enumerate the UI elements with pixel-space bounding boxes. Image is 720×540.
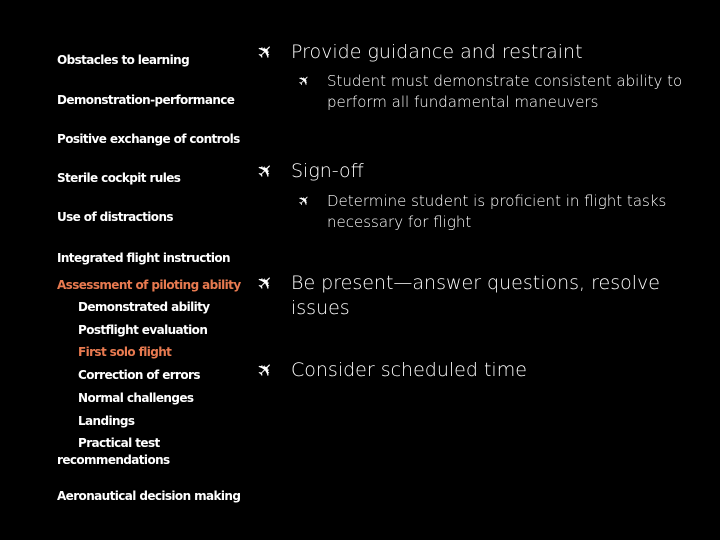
bullet-sign-off (252, 157, 695, 185)
nav-subitem-demonstrated-ability[interactable]: Demonstrated ability (78, 300, 210, 314)
bullet-text: Sign-off (291, 160, 364, 182)
nav-item-use-of-distractions[interactable]: Use of distractions (57, 210, 173, 224)
nav-item-integrated-flight-instruction[interactable]: Integrated flight instruction (57, 251, 230, 265)
bullet-be-present (252, 269, 695, 321)
airplane-icon: ✈ (252, 157, 280, 185)
airplane-icon: ✈ (252, 38, 280, 66)
airplane-icon: ✈ (252, 269, 280, 297)
bullet-text: Provide guidance and restraint (291, 41, 583, 63)
nav-item-positive-exchange-of-controls[interactable]: Positive exchange of controls (57, 132, 240, 146)
bullet-consider-scheduled-time (252, 356, 695, 384)
nav-subitem-normal-challenges[interactable]: Normal challenges (78, 391, 194, 405)
nav-item-sterile-cockpit-rules[interactable]: Sterile cockpit rules (57, 171, 181, 185)
nav-subitem-postflight-evaluation[interactable]: Postflight evaluation (78, 323, 208, 337)
nav-item-aeronautical-decision-making[interactable]: Aeronautical decision making (57, 489, 241, 503)
bullet-text: Student must demonstrate consistent ability to perform all fundamental maneuvers (327, 72, 683, 111)
bullet-text: Be present—answer questions, resolve issues (291, 272, 660, 319)
nav-item-demonstration-performance[interactable]: Demonstration-performance (57, 93, 235, 107)
nav-subitem-correction-of-errors[interactable]: Correction of errors (78, 368, 200, 382)
airplane-icon: ✈ (252, 356, 280, 384)
nav-item-obstacles-to-learning[interactable]: Obstacles to learning (57, 53, 190, 67)
nav-subitem-first-solo-flight[interactable]: First solo flight (78, 345, 172, 359)
airplane-icon: ✈ (294, 191, 315, 211)
nav-subitem-landings[interactable]: Landings (78, 414, 135, 428)
bullet-text: Consider scheduled time (291, 359, 527, 381)
nav-item-assessment-of-piloting-ability[interactable]: Assessment of piloting ability (57, 278, 241, 292)
airplane-icon: ✈ (294, 71, 315, 91)
nav-subitem-practical-test-recommendations[interactable]: Practical test recommendations (57, 436, 170, 467)
bullet-text: Determine student is proficient in flight tasks necessary for flight (327, 192, 667, 231)
sub-bullet-determine-proficiency (294, 191, 697, 233)
sub-bullet-student-must-demonstrate (294, 71, 697, 113)
bullet-provide-guidance (252, 38, 695, 66)
